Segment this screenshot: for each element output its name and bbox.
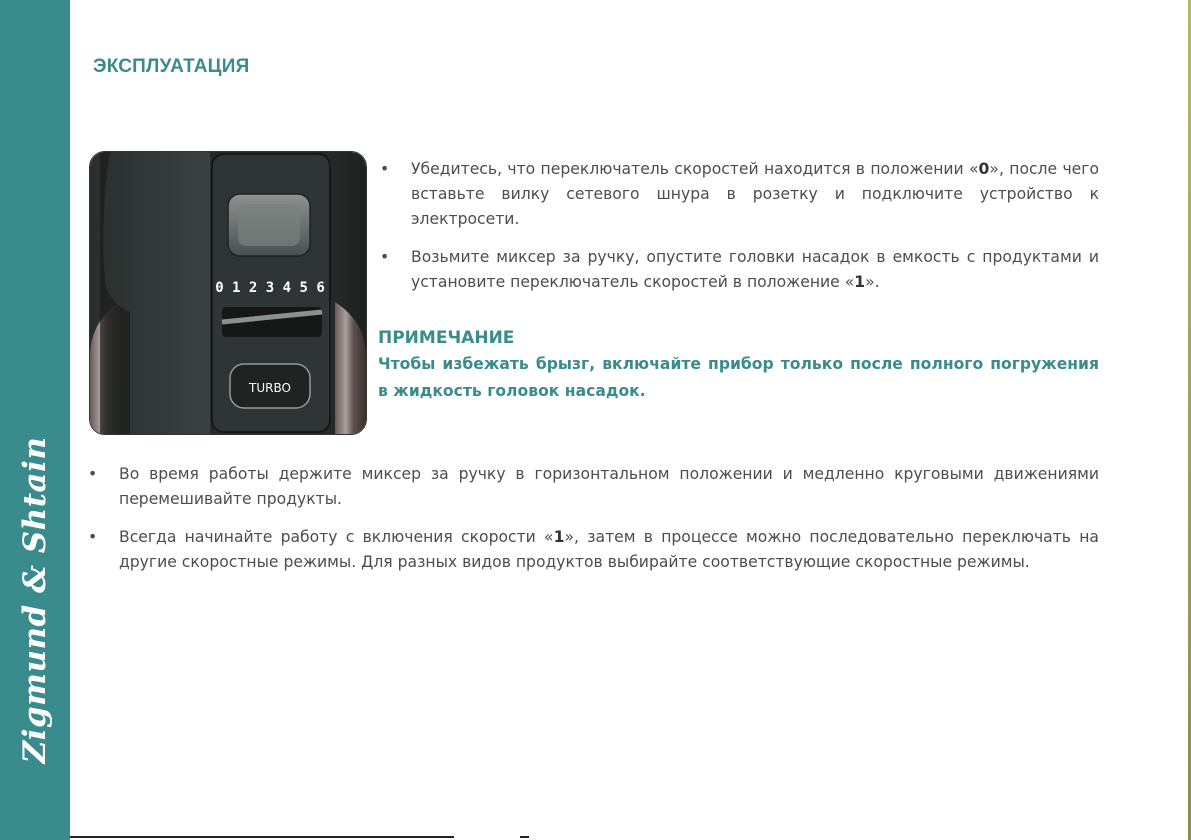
list-item: • Убедитесь, что переключатель скоростей находится в положении «0», после чего вставьте вилку сетевого шнура в розетку и подключите устройство к электросети. <box>378 157 1099 232</box>
list-item: • Во время работы держите миксер за ручку в горизонтальном положении и медленно круговыми движениями перемешивайте продукты. <box>86 462 1099 512</box>
note-title: ПРИМЕЧАНИЕ <box>378 328 515 348</box>
footer-rule <box>70 836 454 838</box>
note-block <box>378 326 1099 405</box>
mixer-photo <box>89 151 367 435</box>
brand-logo: Zigmund & Shtain <box>17 436 53 764</box>
note-text: Чтобы избежать брызг, включайте прибор только после полного погружения в жидкость головок насадок. <box>378 355 1099 400</box>
speed-scale: 0 1 2 3 4 5 6 <box>215 280 325 296</box>
mixer-illustration <box>90 152 366 434</box>
list-item: • Возьмите миксер за ручку, опустите головки насадок в емкость с продуктами и установите переключатель скоростей в положение «1». <box>378 245 1099 295</box>
section-title: ЭКСПЛУАТАЦИЯ <box>93 56 250 77</box>
instructions-bottom <box>86 462 1099 588</box>
footer-mark <box>520 836 529 838</box>
sidebar <box>0 0 70 840</box>
list-item: • Всегда начинайте работу с включения скорости «1», затем в процессе можно последовательно переключать на другие скоростные режимы. Для разных видов продуктов выбирайте соответствующие скоростные режимы. <box>86 525 1099 575</box>
instructions-top <box>378 157 1099 308</box>
turbo-label: TURBO <box>249 381 291 395</box>
